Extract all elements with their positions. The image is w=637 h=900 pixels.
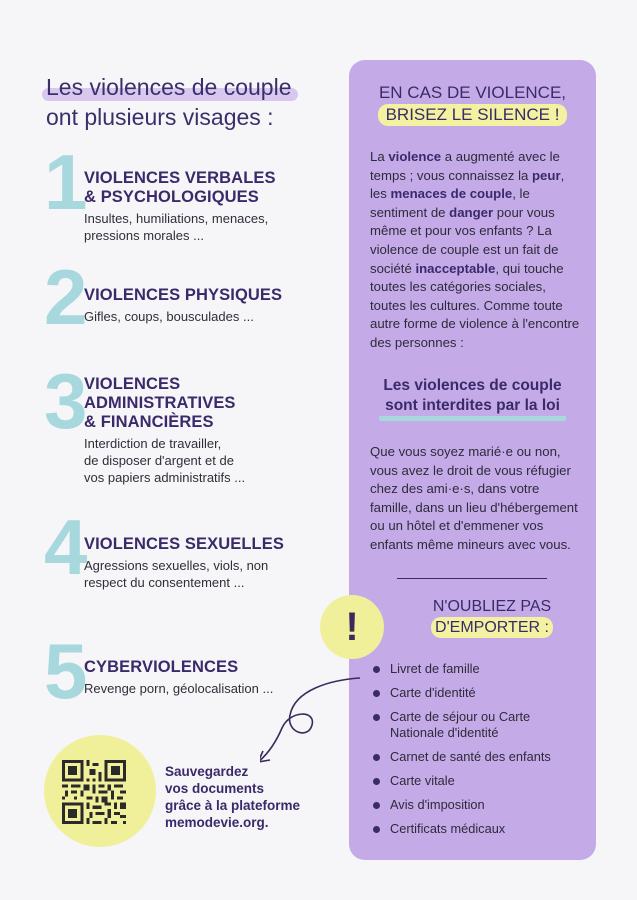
law-highlight: sont interdites par la loi [379, 396, 566, 421]
list-item: Carte vitale [373, 773, 583, 789]
list-item: Livret de famille [373, 661, 583, 677]
item-number: 3 [44, 357, 88, 445]
item-title: VIOLENCES SEXUELLES [84, 535, 284, 553]
save-documents-text: Sauvegardez vos documents grâce à la plateforme memodevie.org. [165, 764, 301, 830]
item-number: 4 [44, 503, 88, 591]
item-description: Revenge porn, géolocalisation ... [84, 681, 274, 696]
divider [397, 578, 547, 579]
documents-list [373, 661, 583, 845]
list-item: Carte de séjour ou Carte Nationale d'identité [373, 709, 583, 741]
item-description: Gifles, coups, bousculades ... [84, 309, 254, 324]
item-title: VIOLENCES PHYSIQUES [84, 286, 283, 304]
documents-title: N'OUBLIEZ PAS D'EMPORTER : [432, 598, 552, 636]
list-item: Avis d'imposition [373, 797, 583, 813]
heading-line-2: ont plusieurs visages : [46, 104, 274, 130]
curved-arrow-icon [260, 670, 370, 770]
list-item: Carte d'identité [373, 685, 583, 701]
item-number: 2 [44, 253, 88, 341]
item-number: 5 [44, 627, 88, 715]
item-description: Insultes, humiliations, menaces, pressions morales ... [84, 211, 269, 243]
qr-code-icon[interactable] [62, 760, 126, 824]
item-description: Interdiction de travailler, de disposer d'argent et de vos papiers administratifs ... [84, 436, 246, 485]
item-title: VIOLENCES VERBALES & PSYCHOLOGIQUES [84, 169, 276, 206]
memodevie-link[interactable]: memodevie.org [165, 815, 265, 830]
panel-intro-text: La violence a augmenté avec le temps ; vous connaissez la peur, les menaces de couple, le sentiment de danger pour vous même et pour vos enfants ? La violence de couple est un fait de société inacceptable, qui touche toutes les catégories sociales, toutes les cultures. Comme toute autre forme de violence à l'encontre des personnes : [370, 149, 580, 350]
documents-title-highlight: D'EMPORTER : [431, 617, 553, 638]
item-title: CYBERVIOLENCES [84, 658, 239, 676]
exclamation-icon: ! [320, 595, 384, 659]
law-statement: Les violences de couple sont interdites par la loi [349, 376, 596, 421]
item-description: Agressions sexuelles, viols, non respect du consentement ... [84, 558, 269, 590]
list-item: Carnet de santé des enfants [373, 749, 583, 765]
panel-title: EN CAS DE VIOLENCE, BRISEZ LE SILENCE ! [378, 83, 567, 124]
item-title: VIOLENCES ADMINISTRATIVES & FINANCIÈRES [84, 375, 236, 431]
item-number: 1 [44, 138, 88, 226]
info-panel [349, 60, 596, 860]
panel-title-highlight: BRISEZ LE SILENCE ! [378, 104, 568, 126]
rights-text: Que vous soyez marié·e ou non, vous avez le droit de vous réfugier chez des ami·e·s, dans votre famille, dans un lieu d'hébergement ou un hôtel et d'emmener vos enfants même mineurs avec vous. [370, 444, 578, 552]
page-heading [46, 72, 346, 132]
list-item: Certificats médicaux [373, 821, 583, 837]
heading-line-1: Les violences de couple [46, 74, 292, 100]
